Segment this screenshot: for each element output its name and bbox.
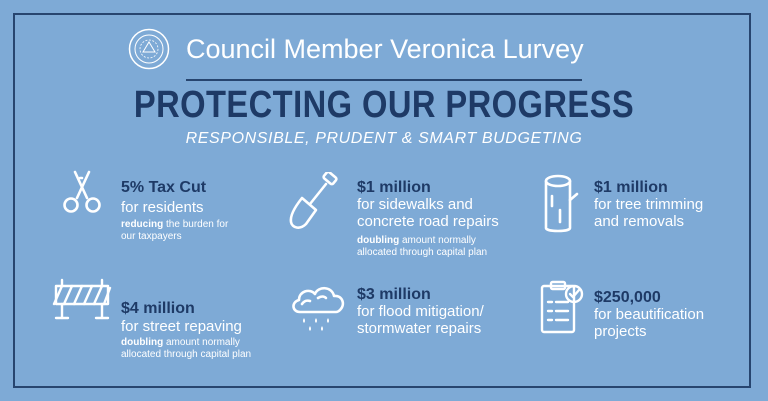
item-amount: $3 million — [357, 286, 431, 303]
scissors-icon — [58, 168, 106, 216]
item-amount: $1 million — [357, 179, 431, 196]
item-description: concrete road repairs — [357, 213, 499, 230]
page-title: Council Member Veronica Lurvey — [186, 34, 584, 64]
headline: PROTECTING OUR PROGRESS — [133, 84, 635, 126]
item-note: doubling amount normally — [121, 337, 240, 348]
title-divider — [186, 79, 582, 81]
item-description: for beautification — [594, 306, 705, 323]
item-note-line2: allocated through capital plan — [121, 349, 252, 360]
item-note-line2: allocated through capital plan — [357, 247, 488, 258]
item-description: projects — [594, 323, 647, 340]
item-description: for street repaving — [121, 318, 242, 335]
log-icon — [540, 172, 580, 236]
item-amount: 5% Tax Cut — [121, 179, 207, 196]
item-description: and removals — [594, 213, 685, 230]
subheadline: RESPONSIBLE, PRUDENT & SMART BUDGETING — [185, 130, 583, 147]
item-note: reducing the burden for — [121, 219, 229, 230]
road-barrier-icon — [52, 278, 112, 324]
rain-cloud-icon — [288, 282, 348, 336]
clipboard-checklist-icon — [538, 280, 586, 336]
item-amount: $1 million — [594, 179, 668, 196]
item-description: for tree trimming — [594, 196, 704, 213]
item-note: doubling amount normally — [357, 235, 476, 246]
item-amount: $4 million — [121, 300, 195, 317]
item-description: stormwater repairs — [357, 320, 482, 337]
item-description: for residents — [121, 199, 204, 216]
item-amount: $250,000 — [594, 289, 661, 306]
item-description: for flood mitigation/ — [357, 303, 484, 320]
shovel-icon — [288, 172, 344, 232]
item-description: for sidewalks and — [357, 196, 473, 213]
town-seal-icon — [128, 28, 170, 70]
item-note-line2: our taxpayers — [121, 231, 182, 242]
